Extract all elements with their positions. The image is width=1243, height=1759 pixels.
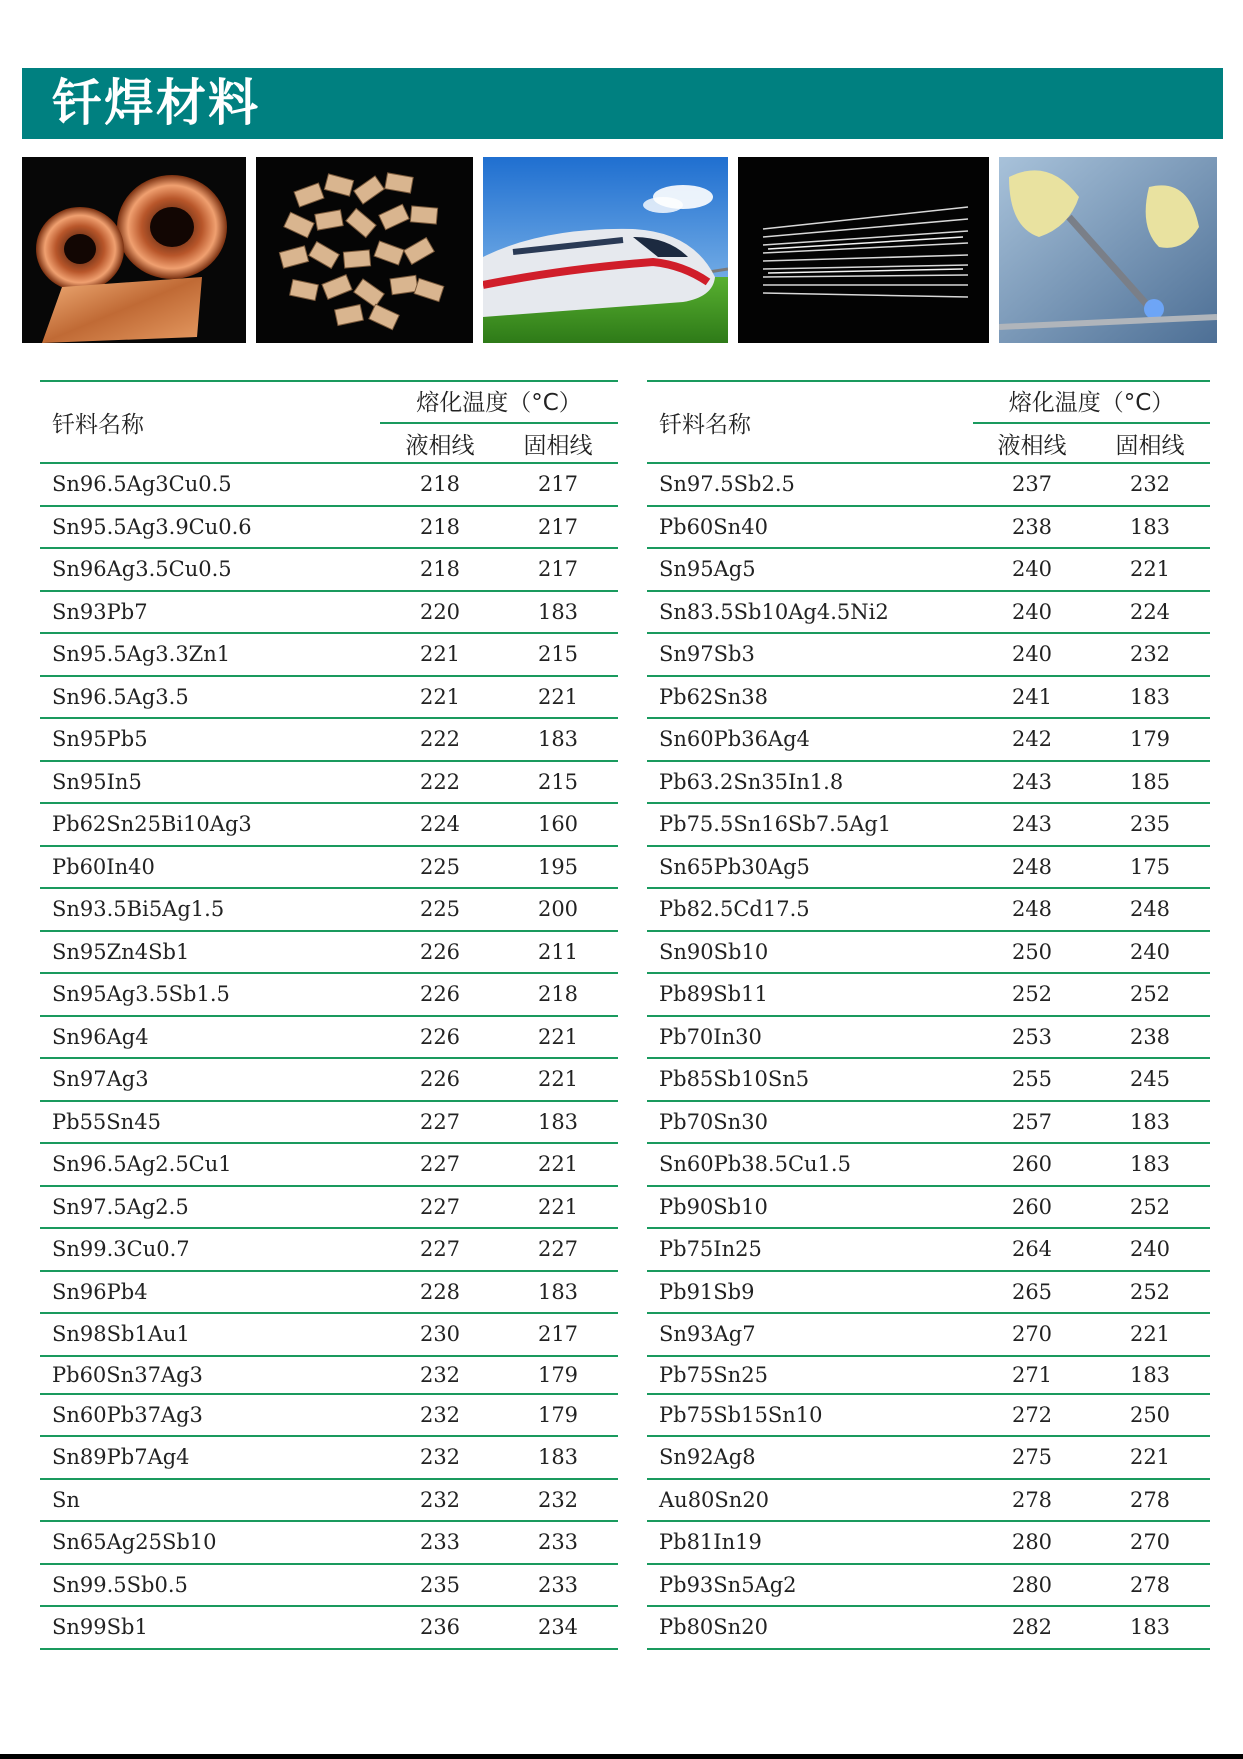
solidus-cell: 215 bbox=[537, 769, 579, 794]
alloy-name-cell: Sn99.3Cu0.7 bbox=[52, 1237, 190, 1262]
table-row bbox=[40, 1437, 618, 1480]
table-row bbox=[40, 1187, 618, 1230]
liquidus-cell: 265 bbox=[1011, 1279, 1053, 1304]
solidus-cell: 183 bbox=[1129, 1109, 1171, 1134]
liquidus-cell: 226 bbox=[419, 1067, 461, 1092]
table-row bbox=[40, 464, 618, 507]
solidus-cell: 227 bbox=[537, 1237, 579, 1262]
alloy-name-cell: Sn93.5Bi5Ag1.5 bbox=[52, 897, 225, 922]
alloy-name-cell: Pb85Sb10Sn5 bbox=[659, 1067, 810, 1092]
solidus-cell: 252 bbox=[1129, 1194, 1171, 1219]
alloy-name-cell: Pb82.5Cd17.5 bbox=[659, 897, 810, 922]
table-row bbox=[40, 1144, 618, 1187]
liquidus-cell: 270 bbox=[1011, 1322, 1053, 1347]
table-row bbox=[647, 1187, 1210, 1230]
liquidus-cell: 227 bbox=[419, 1109, 461, 1134]
table-row bbox=[647, 1059, 1210, 1102]
solidus-cell: 183 bbox=[1129, 1615, 1171, 1640]
solidus-cell: 221 bbox=[1129, 1322, 1171, 1347]
solidus-cell: 221 bbox=[537, 1024, 579, 1049]
brazing-preforms-photo bbox=[256, 157, 473, 343]
table-row bbox=[647, 762, 1210, 805]
solidus-cell: 270 bbox=[1129, 1530, 1171, 1555]
solidus-cell: 183 bbox=[537, 1279, 579, 1304]
table-row bbox=[40, 1522, 618, 1565]
alloy-name-cell: Sn95In5 bbox=[52, 769, 142, 794]
alloy-name-cell: Pb93Sn5Ag2 bbox=[659, 1572, 797, 1597]
alloy-name-cell: Pb91Sb9 bbox=[659, 1279, 755, 1304]
table-row bbox=[647, 804, 1210, 847]
liquidus-cell: 272 bbox=[1011, 1402, 1053, 1427]
liquidus-cell: 227 bbox=[419, 1152, 461, 1177]
header-alloy-name: 钎料名称 bbox=[52, 412, 144, 438]
solidus-cell: 250 bbox=[1129, 1402, 1171, 1427]
table-row bbox=[40, 592, 618, 635]
alloy-name-cell: Pb62Sn25Bi10Ag3 bbox=[52, 812, 252, 837]
alloy-name-cell: Sn99.5Sb0.5 bbox=[52, 1572, 188, 1597]
alloy-name-cell: Sn60Pb38.5Cu1.5 bbox=[659, 1152, 851, 1177]
liquidus-cell: 230 bbox=[419, 1322, 461, 1347]
alloy-name-cell: Sn65Pb30Ag5 bbox=[659, 854, 810, 879]
alloy-name-cell: Sn97.5Ag2.5 bbox=[52, 1194, 189, 1219]
alloy-name-cell: Pb62Sn38 bbox=[659, 684, 768, 709]
liquidus-cell: 250 bbox=[1011, 939, 1053, 964]
copper-foil-coils-photo bbox=[22, 157, 246, 343]
table-row bbox=[647, 1314, 1210, 1357]
solidus-cell: 221 bbox=[537, 684, 579, 709]
solidus-cell: 195 bbox=[537, 854, 579, 879]
table-header bbox=[647, 380, 1210, 464]
solidus-cell: 240 bbox=[1129, 939, 1171, 964]
title-banner bbox=[22, 68, 1223, 139]
table-row bbox=[647, 677, 1210, 720]
alloy-name-cell: Sn93Pb7 bbox=[52, 599, 148, 624]
header-melting-temp: 熔化温度（°C） bbox=[380, 386, 618, 424]
table-row bbox=[40, 1059, 618, 1102]
alloy-name-cell: Sn96Ag4 bbox=[52, 1024, 149, 1049]
solidus-cell: 221 bbox=[537, 1067, 579, 1092]
table-row bbox=[647, 719, 1210, 762]
liquidus-cell: 232 bbox=[419, 1445, 461, 1470]
liquidus-cell: 280 bbox=[1011, 1572, 1053, 1597]
table-row bbox=[40, 804, 618, 847]
solidus-cell: 183 bbox=[537, 1109, 579, 1134]
liquidus-cell: 253 bbox=[1011, 1024, 1053, 1049]
solidus-cell: 183 bbox=[537, 599, 579, 624]
solder-table-right bbox=[647, 380, 1210, 1650]
alloy-name-cell: Pb75Sb15Sn10 bbox=[659, 1402, 823, 1427]
alloy-name-cell: Pb60Sn40 bbox=[659, 514, 768, 539]
solidus-cell: 217 bbox=[537, 472, 579, 497]
solidus-cell: 179 bbox=[537, 1402, 579, 1427]
solidus-cell: 221 bbox=[1129, 557, 1171, 582]
solidus-cell: 278 bbox=[1129, 1572, 1171, 1597]
liquidus-cell: 226 bbox=[419, 1024, 461, 1049]
liquidus-cell: 238 bbox=[1011, 514, 1053, 539]
alloy-name-cell: Sn96.5Ag3.5 bbox=[52, 684, 189, 709]
table-row bbox=[647, 634, 1210, 677]
liquidus-cell: 243 bbox=[1011, 812, 1053, 837]
table-row bbox=[40, 1357, 618, 1395]
table-row bbox=[40, 1229, 618, 1272]
solidus-cell: 221 bbox=[537, 1194, 579, 1219]
table-row bbox=[647, 1144, 1210, 1187]
alloy-name-cell: Sn99Sb1 bbox=[52, 1615, 148, 1640]
table-row bbox=[647, 1272, 1210, 1315]
solidus-cell: 245 bbox=[1129, 1067, 1171, 1092]
table-row bbox=[647, 1565, 1210, 1608]
alloy-name-cell: Pb89Sb11 bbox=[659, 982, 768, 1007]
table-row bbox=[40, 889, 618, 932]
header-liquidus: 液相线 bbox=[997, 433, 1067, 459]
solidus-cell: 215 bbox=[537, 642, 579, 667]
header-alloy-name: 钎料名称 bbox=[659, 412, 751, 438]
alloy-name-cell: Sn95.5Ag3.3Zn1 bbox=[52, 642, 231, 667]
table-row bbox=[40, 974, 618, 1017]
solidus-cell: 183 bbox=[1129, 1152, 1171, 1177]
alloy-name-cell: Pb80Sn20 bbox=[659, 1615, 768, 1640]
liquidus-cell: 240 bbox=[1011, 557, 1053, 582]
solidus-cell: 221 bbox=[537, 1152, 579, 1177]
liquidus-cell: 255 bbox=[1011, 1067, 1053, 1092]
alloy-name-cell: Sn95Ag5 bbox=[659, 557, 756, 582]
alloy-name-cell: Pb81In19 bbox=[659, 1530, 762, 1555]
solder-table-left bbox=[40, 380, 618, 1650]
table-row bbox=[647, 549, 1210, 592]
solidus-cell: 233 bbox=[537, 1572, 579, 1597]
liquidus-cell: 232 bbox=[419, 1487, 461, 1512]
solidus-cell: 232 bbox=[1129, 642, 1171, 667]
liquidus-cell: 243 bbox=[1011, 769, 1053, 794]
liquidus-cell: 275 bbox=[1011, 1445, 1053, 1470]
alloy-name-cell: Pb60Sn37Ag3 bbox=[52, 1362, 203, 1387]
liquidus-cell: 240 bbox=[1011, 642, 1053, 667]
table-row bbox=[647, 1437, 1210, 1480]
alloy-name-cell: Pb75Sn25 bbox=[659, 1362, 768, 1387]
liquidus-cell: 248 bbox=[1011, 854, 1053, 879]
table-row bbox=[40, 677, 618, 720]
solidus-cell: 200 bbox=[537, 897, 579, 922]
liquidus-cell: 226 bbox=[419, 982, 461, 1007]
liquidus-cell: 282 bbox=[1011, 1615, 1053, 1640]
alloy-name-cell: Pb60In40 bbox=[52, 854, 155, 879]
liquidus-cell: 232 bbox=[419, 1362, 461, 1387]
torch-brazing-photo bbox=[999, 157, 1217, 343]
solidus-cell: 252 bbox=[1129, 1279, 1171, 1304]
alloy-name-cell: Pb70Sn30 bbox=[659, 1109, 768, 1134]
table-row bbox=[647, 1522, 1210, 1565]
alloy-name-cell: Sn97Sb3 bbox=[659, 642, 755, 667]
liquidus-cell: 225 bbox=[419, 897, 461, 922]
table-row bbox=[40, 1480, 618, 1523]
liquidus-cell: 260 bbox=[1011, 1152, 1053, 1177]
table-row bbox=[40, 549, 618, 592]
liquidus-cell: 278 bbox=[1011, 1487, 1053, 1512]
solidus-cell: 234 bbox=[537, 1615, 579, 1640]
header-liquidus: 液相线 bbox=[405, 433, 475, 459]
table-row bbox=[40, 1314, 618, 1357]
page-bottom-rule bbox=[0, 1754, 1243, 1759]
table-body bbox=[647, 464, 1210, 1650]
alloy-name-cell: Pb90Sb10 bbox=[659, 1194, 768, 1219]
liquidus-cell: 218 bbox=[419, 557, 461, 582]
table-row bbox=[647, 1229, 1210, 1272]
solidus-cell: 183 bbox=[1129, 514, 1171, 539]
solidus-cell: 278 bbox=[1129, 1487, 1171, 1512]
alloy-name-cell: Pb55Sn45 bbox=[52, 1109, 161, 1134]
solidus-cell: 179 bbox=[537, 1362, 579, 1387]
header-solidus: 固相线 bbox=[1115, 433, 1185, 459]
alloy-name-cell: Sn bbox=[52, 1487, 80, 1512]
liquidus-cell: 222 bbox=[419, 769, 461, 794]
liquidus-cell: 228 bbox=[419, 1279, 461, 1304]
table-row bbox=[647, 507, 1210, 550]
liquidus-cell: 237 bbox=[1011, 472, 1053, 497]
alloy-name-cell: Sn98Sb1Au1 bbox=[52, 1322, 190, 1347]
solidus-cell: 217 bbox=[537, 514, 579, 539]
table-row bbox=[647, 847, 1210, 890]
solidus-cell: 183 bbox=[1129, 684, 1171, 709]
alloy-name-cell: Sn96Ag3.5Cu0.5 bbox=[52, 557, 232, 582]
solidus-cell: 211 bbox=[537, 939, 579, 964]
liquidus-cell: 236 bbox=[419, 1615, 461, 1640]
liquidus-cell: 233 bbox=[419, 1530, 461, 1555]
liquidus-cell: 221 bbox=[419, 642, 461, 667]
solidus-cell: 232 bbox=[1129, 472, 1171, 497]
liquidus-cell: 252 bbox=[1011, 982, 1053, 1007]
solidus-cell: 252 bbox=[1129, 982, 1171, 1007]
table-row bbox=[40, 719, 618, 762]
header-melting-temp: 熔化温度（°C） bbox=[973, 386, 1210, 424]
alloy-name-cell: Sn92Ag8 bbox=[659, 1445, 756, 1470]
alloy-name-cell: Sn96Pb4 bbox=[52, 1279, 148, 1304]
alloy-name-cell: Pb75.5Sn16Sb7.5Ag1 bbox=[659, 812, 892, 837]
alloy-name-cell: Sn96.5Ag3Cu0.5 bbox=[52, 472, 232, 497]
table-row bbox=[40, 1607, 618, 1650]
solidus-cell: 224 bbox=[1129, 599, 1171, 624]
solidus-cell: 183 bbox=[537, 727, 579, 752]
alloy-name-cell: Sn95Ag3.5Sb1.5 bbox=[52, 982, 230, 1007]
solidus-cell: 238 bbox=[1129, 1024, 1171, 1049]
solidus-cell: 160 bbox=[537, 812, 579, 837]
liquidus-cell: 220 bbox=[419, 599, 461, 624]
solidus-cell: 221 bbox=[1129, 1445, 1171, 1470]
solidus-cell: 217 bbox=[537, 1322, 579, 1347]
solidus-cell: 232 bbox=[537, 1487, 579, 1512]
alloy-name-cell: Sn90Sb10 bbox=[659, 939, 769, 964]
liquidus-cell: 227 bbox=[419, 1237, 461, 1262]
brazing-wire-rods-photo bbox=[738, 157, 989, 343]
alloy-name-cell: Sn83.5Sb10Ag4.5Ni2 bbox=[659, 599, 889, 624]
alloy-name-cell: Sn96.5Ag2.5Cu1 bbox=[52, 1152, 232, 1177]
header-solidus: 固相线 bbox=[523, 433, 593, 459]
alloy-name-cell: Pb70In30 bbox=[659, 1024, 762, 1049]
table-row bbox=[647, 1357, 1210, 1395]
table-row bbox=[40, 634, 618, 677]
solidus-cell: 179 bbox=[1129, 727, 1171, 752]
solidus-cell: 248 bbox=[1129, 897, 1171, 922]
table-row bbox=[647, 1017, 1210, 1060]
liquidus-cell: 264 bbox=[1011, 1237, 1053, 1262]
alloy-name-cell: Sn60Pb37Ag3 bbox=[52, 1402, 203, 1427]
liquidus-cell: 232 bbox=[419, 1402, 461, 1427]
table-row bbox=[40, 847, 618, 890]
table-row bbox=[647, 592, 1210, 635]
table-body bbox=[40, 464, 618, 1650]
alloy-name-cell: Pb75In25 bbox=[659, 1237, 762, 1262]
table-row bbox=[647, 464, 1210, 507]
alloy-name-cell: Sn95.5Ag3.9Cu0.6 bbox=[52, 514, 252, 539]
table-row bbox=[40, 932, 618, 975]
table-row bbox=[40, 1017, 618, 1060]
solidus-cell: 183 bbox=[1129, 1362, 1171, 1387]
high-speed-train-photo bbox=[483, 157, 728, 343]
table-row bbox=[40, 507, 618, 550]
alloy-name-cell: Sn60Pb36Ag4 bbox=[659, 727, 810, 752]
table-row bbox=[40, 1395, 618, 1438]
solidus-cell: 233 bbox=[537, 1530, 579, 1555]
liquidus-cell: 257 bbox=[1011, 1109, 1053, 1134]
liquidus-cell: 241 bbox=[1011, 684, 1053, 709]
table-row bbox=[40, 762, 618, 805]
liquidus-cell: 280 bbox=[1011, 1530, 1053, 1555]
table-row bbox=[40, 1272, 618, 1315]
solidus-cell: 217 bbox=[537, 557, 579, 582]
liquidus-cell: 240 bbox=[1011, 599, 1053, 624]
liquidus-cell: 221 bbox=[419, 684, 461, 709]
liquidus-cell: 260 bbox=[1011, 1194, 1053, 1219]
solidus-cell: 240 bbox=[1129, 1237, 1171, 1262]
table-row bbox=[647, 1102, 1210, 1145]
alloy-name-cell: Sn93Ag7 bbox=[659, 1322, 756, 1347]
table-row bbox=[647, 974, 1210, 1017]
table-row bbox=[647, 932, 1210, 975]
page-title: 钎焊材料 bbox=[52, 74, 260, 132]
liquidus-cell: 248 bbox=[1011, 897, 1053, 922]
table-header bbox=[40, 380, 618, 464]
alloy-name-cell: Sn95Zn4Sb1 bbox=[52, 939, 190, 964]
alloy-name-cell: Sn65Ag25Sb10 bbox=[52, 1530, 217, 1555]
alloy-name-cell: Au80Sn20 bbox=[659, 1487, 770, 1512]
solidus-cell: 183 bbox=[537, 1445, 579, 1470]
liquidus-cell: 224 bbox=[419, 812, 461, 837]
alloy-name-cell: Pb63.2Sn35In1.8 bbox=[659, 769, 844, 794]
liquidus-cell: 227 bbox=[419, 1194, 461, 1219]
solidus-cell: 185 bbox=[1129, 769, 1171, 794]
liquidus-cell: 271 bbox=[1011, 1362, 1053, 1387]
table-row bbox=[647, 1395, 1210, 1438]
liquidus-cell: 218 bbox=[419, 472, 461, 497]
table-row bbox=[647, 1607, 1210, 1650]
table-row bbox=[40, 1565, 618, 1608]
table-row bbox=[40, 1102, 618, 1145]
liquidus-cell: 235 bbox=[419, 1572, 461, 1597]
liquidus-cell: 226 bbox=[419, 939, 461, 964]
solidus-cell: 175 bbox=[1129, 854, 1171, 879]
liquidus-cell: 218 bbox=[419, 514, 461, 539]
liquidus-cell: 222 bbox=[419, 727, 461, 752]
table-row bbox=[647, 889, 1210, 932]
liquidus-cell: 225 bbox=[419, 854, 461, 879]
alloy-name-cell: Sn89Pb7Ag4 bbox=[52, 1445, 190, 1470]
table-row bbox=[647, 1480, 1210, 1523]
solidus-cell: 218 bbox=[537, 982, 579, 1007]
alloy-name-cell: Sn95Pb5 bbox=[52, 727, 148, 752]
solidus-cell: 235 bbox=[1129, 812, 1171, 837]
alloy-name-cell: Sn97.5Sb2.5 bbox=[659, 472, 795, 497]
liquidus-cell: 242 bbox=[1011, 727, 1053, 752]
alloy-name-cell: Sn97Ag3 bbox=[52, 1067, 149, 1092]
